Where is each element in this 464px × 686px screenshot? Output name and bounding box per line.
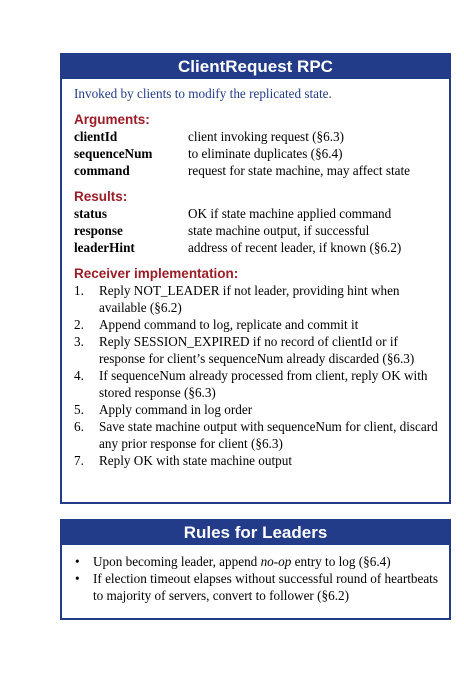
bullet-icon: • bbox=[75, 571, 80, 586]
result-term: response bbox=[74, 223, 123, 238]
rules-for-leaders-box bbox=[60, 519, 451, 620]
argument-row bbox=[74, 162, 440, 179]
result-term: status bbox=[74, 206, 107, 221]
results-heading: Results: bbox=[74, 189, 128, 204]
invoked-description: Invoked by clients to modify the replicated state. bbox=[74, 86, 332, 101]
result-row bbox=[74, 205, 440, 222]
argument-row bbox=[74, 145, 440, 162]
results-list bbox=[74, 205, 440, 256]
argument-desc: to eliminate duplicates (§6.4) bbox=[188, 146, 343, 161]
argument-term: sequenceNum bbox=[74, 146, 153, 161]
client-request-rpc-box bbox=[60, 53, 451, 504]
result-row bbox=[74, 239, 440, 256]
list-item: 2. Append command to log, replicate and commit it bbox=[74, 317, 359, 332]
leader-rules bbox=[74, 553, 440, 604]
argument-desc: client invoking request (§6.3) bbox=[188, 129, 345, 144]
arguments-heading: Arguments: bbox=[74, 112, 150, 127]
rules-for-leaders-title: Rules for Leaders bbox=[62, 521, 449, 545]
bullet-icon: • bbox=[75, 554, 80, 569]
result-desc: OK if state machine applied command bbox=[188, 206, 392, 221]
list-item: 5. Apply command in log order bbox=[74, 402, 253, 417]
receiver-steps bbox=[74, 282, 440, 469]
argument-term: clientId bbox=[74, 129, 118, 144]
list-item: 7. Reply OK with state machine output bbox=[74, 453, 293, 468]
arguments-list bbox=[74, 128, 440, 179]
list-item: 1. Reply NOT_LEADER if not leader, providing hint when available (§6.2) bbox=[74, 283, 400, 315]
result-row bbox=[74, 222, 440, 239]
argument-row bbox=[74, 128, 440, 145]
result-desc: state machine output, if successful bbox=[188, 223, 370, 238]
result-desc: address of recent leader, if known (§6.2) bbox=[188, 240, 402, 255]
argument-desc: request for state machine, may affect state bbox=[188, 163, 411, 178]
list-item: 3. Reply SESSION_EXPIRED if no record of clientId or if response for client’s sequenceNum already discarded (§6.3) bbox=[74, 334, 415, 366]
list-item: • Upon becoming leader, append no-op entry to log (§6.4) bbox=[75, 554, 391, 569]
result-term: leaderHint bbox=[74, 240, 135, 255]
client-request-rpc-title: ClientRequest RPC bbox=[62, 55, 449, 79]
list-item: 4. If sequenceNum already processed from client, reply OK with stored response (§6.3) bbox=[74, 368, 428, 400]
list-item: 6. Save state machine output with sequenceNum for client, discard any prior response for client (§6.3) bbox=[74, 419, 438, 451]
receiver-heading: Receiver implementation: bbox=[74, 266, 239, 281]
argument-term: command bbox=[74, 163, 130, 178]
list-item: • If election timeout elapses without successful round of heartbeats to majority of servers, convert to follower (§6.2) bbox=[75, 571, 438, 603]
